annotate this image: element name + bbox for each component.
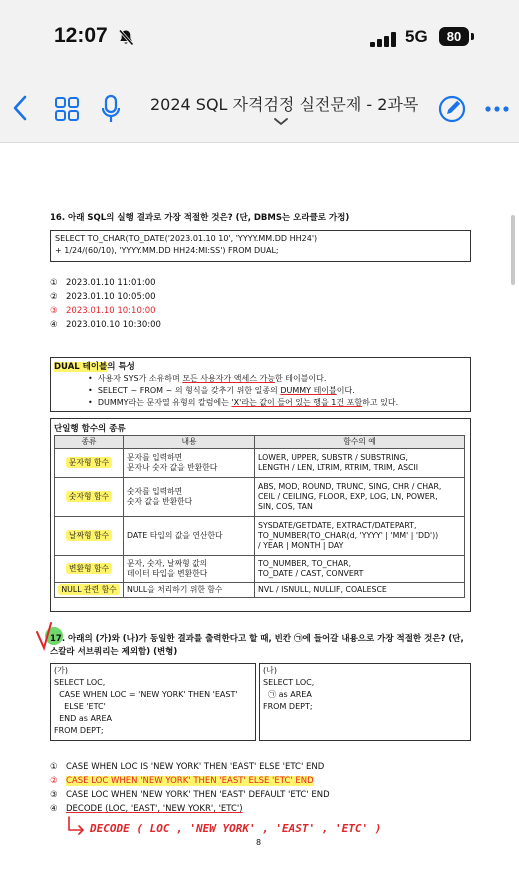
function-table: [54, 435, 465, 598]
header-kind: 종류: [55, 436, 124, 449]
page-number: 8: [256, 838, 262, 847]
example-line: TO_DATE / CAST, CONVERT: [258, 569, 364, 578]
function-table-box: [50, 418, 471, 612]
question-17-text-line-2: 스칼라 서브쿼리는 제외함) (변형): [50, 647, 178, 657]
header-examples: 함수의 예: [255, 436, 465, 449]
left-code-line: CASE WHEN LOC = 'NEW YORK' THEN 'EAST': [54, 690, 238, 699]
handwritten-answer-note: DECODE ( LOC , 'NEW YORK' , 'EAST' , 'ETC' ): [90, 822, 382, 835]
q17-option-4: ④ DECODE (LOC, 'EAST', 'NEW YOKR', 'ETC'): [50, 804, 243, 814]
desc-line: 데이터 타입을 변환한다: [127, 569, 208, 578]
example-line: SIN, COS, TAN: [258, 502, 313, 511]
handwritten-arrow-icon: [66, 816, 86, 836]
example-line: TO_NUMBER, TO_CHAR,: [258, 559, 352, 568]
kind-label: 날짜형 함수: [66, 530, 112, 541]
q17-option-2-answer: ② CASE LOC WHEN 'NEW YORK' THEN 'EAST' ELSE 'ETC' END: [50, 776, 314, 786]
table-header-row: [55, 436, 465, 449]
table-row: [55, 556, 465, 583]
kind-label: 숫자형 함수: [66, 491, 112, 502]
scrollbar[interactable]: [511, 215, 515, 285]
q17-code-box-left: [50, 663, 256, 741]
desc-line: 문자, 숫자, 날짜형 값의: [127, 559, 208, 568]
kind-label: 문자형 함수: [66, 457, 112, 468]
battery-icon: 80: [439, 27, 469, 46]
left-code-line: ELSE 'ETC': [54, 702, 106, 711]
table-row: [55, 478, 465, 517]
question-17-text-line-1: 17. 아래의 (가)와 (나)가 동일한 결과를 출력한다고 할 때, 빈칸 ㉠에 들어갈 내용으로 가장 적절한 것은? (단,: [50, 634, 464, 644]
left-code-line: END as AREA: [54, 714, 112, 723]
status-bar: [0, 0, 519, 62]
clock-time: 12:07: [54, 24, 108, 47]
left-code-line: SELECT LOC,: [54, 678, 106, 687]
title-chevron-down-icon[interactable]: [274, 118, 288, 126]
markup-pen-icon[interactable]: [436, 93, 468, 125]
desc-line: 숫자 값을 반환한다: [127, 497, 193, 506]
thumbnail-grid-icon[interactable]: [54, 96, 80, 122]
desc-line: 문자나 숫자 값을 반환한다: [127, 463, 218, 472]
q17-option-3: ③ CASE LOC WHEN 'NEW YORK' THEN 'EAST' DEFAULT 'ETC' END: [50, 790, 330, 800]
header-desc: 내용: [124, 436, 255, 449]
q16-option-3-answer: ③ 2023.01.10 10:10:00: [50, 306, 156, 316]
desc-line: DATE 타입의 값을 연산한다: [127, 531, 223, 540]
example-line: SYSDATE/GETDATE, EXTRACT/DATEPART,: [258, 521, 417, 530]
dual-title: DUAL 테이블의 특성: [54, 362, 135, 372]
table-row: [55, 517, 465, 556]
table-row: [55, 583, 465, 598]
microphone-icon[interactable]: [101, 94, 121, 124]
desc-line: NULL을 처리하기 위한 함수: [127, 585, 223, 594]
right-code-line: SELECT LOC,: [263, 678, 315, 687]
example-line: LENGTH / LEN, LTRIM, RTRIM, TRIM, ASCII: [258, 463, 419, 472]
q16-option-4: ④ 2023.010.10 10:30:00: [50, 320, 161, 330]
kind-label: NULL 관련 함수: [58, 584, 119, 595]
q16-code-line-1: SELECT TO_CHAR(TO_DATE('2023.01.10 10', 'YYYY.MM.DD HH24'): [55, 234, 318, 243]
example-line: TO_NUMBER(TO_CHAR(d, 'YYYY' | 'MM' | 'DD')): [258, 531, 439, 540]
example-line: CEIL / CEILING, FLOOR, EXP, LOG, LN, POWER,: [258, 492, 438, 501]
bell-muted-icon: [118, 29, 134, 46]
q17-code-box-right: [259, 663, 471, 741]
document-title[interactable]: 2024 SQL 자격검정 실전문제 - 2과목: [150, 95, 419, 114]
table-row: [55, 449, 465, 478]
q16-code-line-2: + 1/24/(60/10), 'YYYY.MM.DD HH24:MI:SS') FROM DUAL;: [55, 246, 279, 255]
dual-info-box: [50, 357, 471, 412]
kind-label: 변환형 함수: [66, 563, 112, 574]
example-line: LOWER, UPPER, SUBSTR / SUBSTRING,: [258, 453, 408, 462]
q16-code-box: [50, 230, 471, 262]
dual-bullet-1: • 사용자 SYS가 소유하며 모든 사용자가 액세스 가능한 테이블이다.: [88, 374, 327, 383]
dual-bullet-2: • SELECT ~ FROM ~ 의 형식을 갖추기 위한 일종의 DUMMY 테이블이다.: [88, 386, 355, 395]
right-code-line: ㉠ as AREA: [263, 690, 312, 699]
left-code-line: FROM DEPT;: [54, 726, 104, 735]
q16-option-1: ① 2023.01.10 11:01:00: [50, 278, 156, 288]
example-line: / YEAR | MONTH | DAY: [258, 541, 344, 550]
left-label: (가): [54, 666, 68, 675]
desc-line: 문자를 입력하면: [127, 453, 183, 462]
question-16-text: 16. 아래 SQL의 실행 결과로 가장 적절한 것은? (단, DBMS는 오라클로 가정): [50, 213, 350, 223]
dual-bullet-3: • DUMMY라는 문자열 유형의 칼럼에는 'X'라는 값이 들어 있는 행을 1건 포함하고 있다.: [88, 398, 399, 407]
right-label: (나): [263, 666, 277, 675]
q16-option-2: ② 2023.01.10 10:05:00: [50, 292, 156, 302]
more-options-icon[interactable]: [484, 105, 510, 113]
example-line: NVL / ISNULL, NULLIF, COALESCE: [258, 585, 387, 594]
signal-strength-icon: [370, 31, 398, 47]
battery-tip: [471, 33, 474, 40]
function-table-title: 단일행 함수의 종류: [54, 424, 126, 434]
back-chevron-icon[interactable]: [12, 95, 28, 121]
network-type: 5G: [405, 27, 428, 46]
desc-line: 숫자를 입력하면: [127, 487, 183, 496]
example-line: ABS, MOD, ROUND, TRUNC, SING, CHR / CHAR,: [258, 482, 442, 491]
q17-option-1: ① CASE WHEN LOC IS 'NEW YORK' THEN 'EAST' ELSE 'ETC' END: [50, 762, 325, 772]
right-code-line: FROM DEPT;: [263, 702, 313, 711]
